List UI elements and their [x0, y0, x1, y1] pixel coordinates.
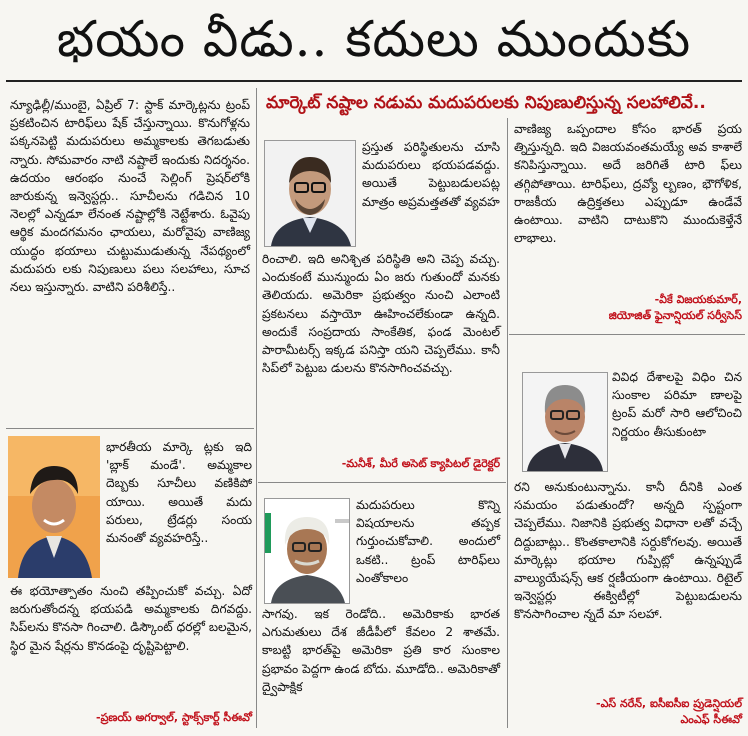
vijay-photo	[264, 498, 350, 604]
manish-credit: -మనీశ్, మీరే అసెట్ క్యాపిటల్ డైరెక్టర్	[341, 457, 500, 470]
section-divider	[6, 428, 254, 429]
headline: భయం వీడు.. కదులు ముందుకు	[56, 10, 692, 68]
pranay-credit: -ప్రణయ్ అగర్వాల్, స్టాక్స్‌కార్ట్ సీఈవో	[96, 711, 252, 724]
naren-credit	[514, 696, 742, 728]
pranay-text-side: భారతీయ మార్కె ట్లకు ఇది 'బ్లాక్ మండే'. అమ్మకాల దెబ్బకు సూచీలు వణికిపో యాయి. అయితే మదు పరులు, ట్రేడర్లు సంయ మనంతో వ్యవహరిస్తే..	[106, 440, 252, 546]
column-divider	[256, 88, 257, 728]
vijay-credit-name: -వీకే విజయకుమార్,	[654, 293, 742, 306]
column-divider	[507, 118, 508, 728]
manish-photo	[264, 140, 356, 247]
pranay-photo	[8, 436, 100, 578]
naren-credit-title: ఎంఎఫ్ సీఈవో	[680, 713, 742, 726]
naren-credit-name: -ఎస్ నరేన్, ఐసీఐసీఐ ప్రుడెన్షియల్	[596, 697, 742, 710]
vijay-credit	[514, 292, 742, 324]
headline-rule	[6, 80, 742, 82]
section-divider	[258, 482, 506, 483]
naren-photo	[522, 372, 608, 472]
vijay-text: సాగవు. ఇక రెండోది.. అమెరికాకు భారత ఎగుమతులు దేశ జీడీపీలో కేవలం 2 శాతమే. కాబట్టి భారత్‌పై అమెరికా ప్రతి కార సుంకాల ప్రభావం పెద్దగా ఉండ బోదు. మూడోది.. అమెరికాతో ద్వైపాక్షిక	[262, 607, 500, 694]
vijay-text-continued: వాణిజ్య ఒప్పందాల కోసం భారత్ ప్రయ త్నిస్తున్నది. ఇది విజయవంతమయ్యే అవ కాశాలే కనిపిస్తున్నాయి. అదే జరిగితే టారి ఫ్‌లు తగ్గిపోతాయి. టారిఫ్‌లు, ద్రవ్యో ల్బణం, భౌగోళిక, రాజకీయ ఉద్రిక్తతలు ఎప్పుడూ ఉండేవే ఉంటాయి. వాటిని దాటుకొని ముందుకెళ్తేనే లాభాలు.	[514, 122, 742, 246]
pranay-portrait-image	[8, 436, 100, 578]
vijay-portrait-image	[265, 499, 349, 603]
pranay-text: ఈ భయోత్పాతం నుంచి తప్పించుకో వచ్చు. ఏదో జరుగుతోందన్న భయపడి అమ్మకాలకు దిగవద్దు. సిప్‌లను కొనసా గించాలి. డిస్కౌంట్ ధరల్లో బలమైన, స్థిర మైన షేర్లను కొనడంపై దృష్టిపెట్టాలి.	[10, 584, 252, 653]
manish-portrait-image	[265, 141, 355, 246]
manish-text: రించాలి. ఇది అనిశ్చిత పరిస్థితి అని చెప్ప వచ్చు. ఎందుకంటే మున్ముందు ఏం జరు గుతుందో మనకు తెలియదు. అమెరికా ప్రభుత్వం నుంచి ఎలాంటి ప్రకటనలు వస్తాయో ఊహించలేకుండా ఉన్నది. అందుకే సంప్రదాయ సాంకేతిక, ఫండ మెంటల్ పారామీటర్స్ ఇక్కడ పనిస్తా యని చెప్పలేము. కానీ సిప్‌లో పెట్టుబ డులను కొనసాగించవచ్చు.	[262, 252, 500, 376]
vijay-credit-org: జియోజిత్ ఫైనాన్షియల్ సర్వీసెస్	[608, 309, 742, 322]
intro-text: న్యూఢిల్లీ/ముంబై, ఏప్రిల్ 7: స్టాక్ మార్కెట్లను ట్రంప్ ప్రకటించిన టారిఫ్‌లు షేక్ చేస్తున్నాయి. కొనుగోళ్లను పక్కనపెట్టి మదుపరులు అమ్మకాలకు తెగబడుతు న్నారు. సోమవారం నాటి నష్టాలే ఇందుకు నిదర్శనం. ఉదయం ఆరంభం నుంచే సెల్లింగ్ ప్రెషర్‌లోకి జారుకున్న ఇన్వెస్టర్లు.. సూచీలను గడిచిన 10 నెలల్లో ఎన్నడూ లేనంత నష్టాల్లోకి నెట్టేశారు. ఓవైపు ఆర్థిక మందగమనం ఛాయలు, మరోవైపు వాణిజ్య యుద్ధం భయాలు చుట్టుముడుతున్న నేపథ్యంలో మదుపరు లకు నిపుణులు పలు సలహాలు, సూచ నలు ఇస్తున్నారు. వాటిని పరిశీలిస్తే..	[10, 98, 250, 295]
vijay-text-side: మదుపరులు కొన్ని విషయాలను తప్పక గుర్తుంచుకోవాలి. అందులో ఒకటి.. ట్రంప్ టారిఫ్‌లు ఎంతోకాలం	[356, 498, 500, 585]
section-divider	[509, 334, 745, 335]
subheadline: మార్కెట్ నష్టాల నడుమ మదుపరులకు నిపుణులిస్తున్న సలహాలివే..	[266, 93, 706, 113]
naren-text: రని అనుకుంటున్నాను. కానీ దీనికి ఎంత సమయం పడుతుందో? అన్నది స్పష్టంగా చెప్పలేము. నిజానికి ప్రభుత్వ విధానా లతో వచ్చే దిద్దుబాట్లు.. కొంతకాలానికి సర్దుకోగలవు. అయితే మార్కెట్లు భయాల గుప్పిట్లో ఉన్నప్పుడే వాల్యుయేషన్స్ ఆక ర్షణీయంగా ఉంటాయి. రిటైల్ ఇన్వెస్టర్లు ఈక్విటీల్లో పెట్టుబడులను కొనసాగించాల న్నదే మా సలహా.	[514, 480, 742, 622]
naren-portrait-image	[523, 373, 607, 471]
naren-text-side: వివిధ దేశాలపై విధిం చిన సుంకాల పరిమా ణాలపై ట్రంప్ మరో సారి ఆలోచించి నిర్ణయం తీసుకుంటా	[612, 370, 742, 439]
manish-text-side: ప్రస్తుత పరిస్థితులను చూసి మదుపరులు భయపడవద్దు. అయితే పెట్టుబడులపట్ల మాత్రం అప్రమత్తతతో వ్యవహ	[362, 140, 500, 209]
